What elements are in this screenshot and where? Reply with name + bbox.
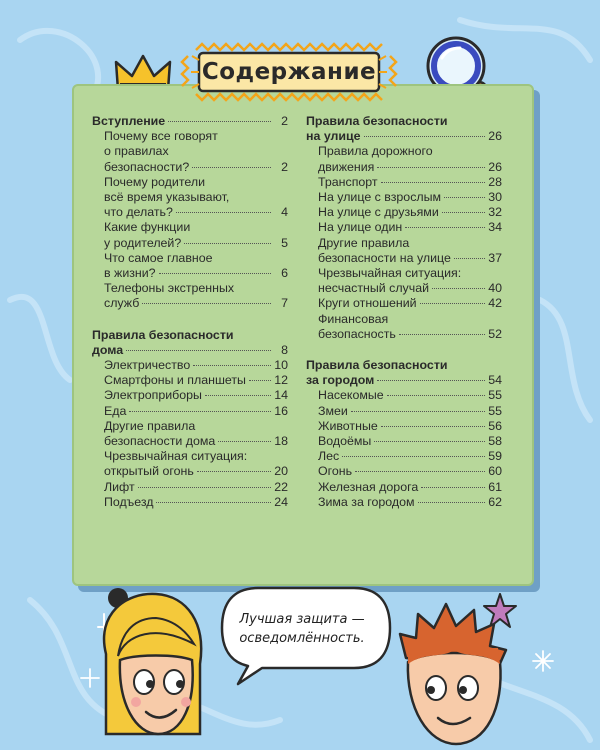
toc-entry-line	[104, 404, 288, 419]
toc-page-number: 42	[488, 296, 502, 311]
toc-entry-line	[104, 175, 288, 190]
toc-entry-line	[318, 480, 502, 495]
toc-entry-title: что делать?	[104, 205, 173, 220]
toc-page-number: 12	[274, 373, 288, 388]
toc-page-number: 55	[488, 403, 502, 418]
toc-entry[interactable]	[92, 373, 288, 388]
toc-entry-line	[318, 404, 502, 419]
toc-dot-leader	[142, 303, 271, 304]
toc-dot-leader	[138, 487, 271, 488]
toc-entry-title: открытый огонь	[104, 464, 194, 479]
toc-entry-title: Железная дорога	[318, 479, 419, 494]
toc-entry-line	[306, 129, 502, 144]
toc-entry-line	[92, 343, 288, 358]
toc-entry-line	[318, 190, 502, 205]
toc-dot-leader	[454, 258, 485, 259]
speech-bubble-line2: осведомлённость.	[239, 631, 365, 646]
toc-dot-leader	[421, 487, 485, 488]
toc-page-number: 28	[488, 174, 502, 189]
toc-entry-title: На улице один	[318, 220, 403, 235]
toc-right-column	[306, 114, 502, 510]
toc-entry-title: безопасности на улице	[318, 250, 451, 265]
toc-entry-line	[318, 236, 502, 251]
toc-page-number: 10	[274, 358, 288, 373]
toc-entry[interactable]	[92, 495, 288, 510]
toc-entry-line	[104, 434, 288, 449]
toc-entry-line	[104, 190, 288, 205]
toc-entry[interactable]	[306, 296, 502, 311]
toc-entry-line	[104, 144, 288, 159]
toc-page-number: 16	[274, 403, 288, 418]
toc-entry-title: Электричество	[104, 358, 191, 373]
toc-entry-title: у родителей?	[104, 235, 182, 250]
toc-entry-title: безопасность	[318, 326, 396, 341]
toc-page-number: 26	[488, 129, 502, 144]
toc-entry-title: безопасности?	[104, 159, 190, 174]
toc-entry[interactable]	[306, 220, 502, 235]
toc-page-number: 6	[281, 266, 288, 281]
toc-entry-line	[104, 129, 288, 144]
toc-page-number: 7	[281, 296, 288, 311]
toc-entry-line	[104, 251, 288, 266]
toc-entry-line	[318, 434, 502, 449]
toc-entry-line	[318, 251, 502, 266]
toc-entry-title: Транспорт	[318, 174, 378, 189]
toc-entry[interactable]	[92, 281, 288, 311]
toc-section-entry[interactable]	[92, 328, 288, 358]
toc-entry-title: Подъезд	[104, 494, 154, 509]
toc-entry[interactable]	[306, 480, 502, 495]
toc-entry-title: На улице с друзьями	[318, 205, 439, 220]
sparkle-icon	[532, 650, 554, 672]
toc-entry[interactable]	[306, 312, 502, 342]
toc-page-number: 2	[281, 159, 288, 174]
toc-dot-leader	[126, 350, 271, 351]
toc-entry-title: Животные	[318, 418, 378, 433]
toc-entry-title: Другие правила	[318, 235, 410, 250]
toc-page-number: 60	[488, 464, 502, 479]
toc-dot-leader	[387, 395, 485, 396]
toc-entry-line	[306, 114, 502, 129]
toc-entry[interactable]	[306, 266, 502, 296]
toc-entry-line	[104, 495, 288, 510]
toc-entry-title: служб	[104, 296, 140, 311]
toc-page-number: 18	[274, 434, 288, 449]
toc-entry-line	[104, 220, 288, 235]
toc-entry-line	[318, 160, 502, 175]
toc-entry-title: Почему родители	[104, 174, 205, 189]
toc-entry-title: всё время указывают,	[104, 190, 230, 205]
toc-left-column	[92, 114, 288, 510]
toc-entry[interactable]	[306, 190, 502, 205]
toc-entry-title: дома	[92, 342, 124, 357]
toc-page-number: 2	[281, 114, 288, 128]
toc-entry[interactable]	[306, 175, 502, 190]
toc-entry-title: Водоёмы	[318, 434, 372, 449]
toc-page-number: 20	[274, 464, 288, 479]
toc-entry-line	[306, 358, 502, 373]
toc-entry-title: На улице с взрослым	[318, 190, 442, 205]
toc-entry-title: Правила безопасности	[306, 358, 448, 373]
toc-entry-line	[92, 328, 288, 343]
toc-entry[interactable]	[306, 388, 502, 403]
toc-page-number: 61	[488, 479, 502, 494]
toc-page-number: 52	[488, 326, 502, 341]
toc-entry-title: Лес	[318, 449, 340, 464]
toc-dot-leader	[374, 441, 485, 442]
toc-page-number: 4	[281, 205, 288, 220]
toc-section-entry[interactable]	[306, 358, 502, 388]
toc-entry[interactable]	[92, 449, 288, 479]
toc-page-number: 55	[488, 388, 502, 403]
toc-page-number: 40	[488, 281, 502, 296]
toc-dot-leader	[444, 197, 485, 198]
toc-dot-leader	[351, 411, 485, 412]
toc-entry-line	[104, 480, 288, 495]
toc-entry-line	[318, 281, 502, 296]
toc-entry-line	[318, 144, 502, 159]
toc-dot-leader	[355, 471, 485, 472]
toc-dot-leader	[432, 288, 485, 289]
toc-entry[interactable]	[92, 220, 288, 250]
toc-entry-line	[318, 175, 502, 190]
toc-entry-title: Почему все говорят	[104, 129, 218, 144]
toc-dot-leader	[418, 502, 485, 503]
toc-page-number: 22	[274, 479, 288, 494]
toc-entry-line	[92, 114, 288, 129]
toc-dot-leader	[129, 411, 271, 412]
toc-dot-leader	[381, 426, 485, 427]
toc-entry-title: на улице	[306, 129, 361, 144]
toc-entry-title: Чрезвычайная ситуация:	[104, 449, 248, 464]
toc-entry-line	[318, 266, 502, 281]
toc-entry-line	[318, 449, 502, 464]
toc-entry-title: Телефоны экстренных	[104, 281, 235, 296]
toc-page-number: 14	[274, 388, 288, 403]
toc-entry-line	[104, 236, 288, 251]
toc-dot-leader	[442, 212, 485, 213]
toc-page-number: 32	[488, 205, 502, 220]
toc-entry-line	[318, 464, 502, 479]
toc-entry[interactable]	[92, 251, 288, 281]
toc-entry[interactable]	[306, 449, 502, 464]
toc-entry-title: Правила безопасности	[92, 327, 234, 342]
toc-entry-title: Смартфоны и планшеты	[104, 373, 246, 388]
toc-dot-leader	[342, 456, 485, 457]
toc-dot-leader	[156, 502, 271, 503]
toc-entry[interactable]	[306, 236, 502, 266]
toc-entry[interactable]	[306, 205, 502, 220]
toc-dot-leader	[364, 136, 485, 137]
toc-dot-leader	[218, 441, 271, 442]
toc-dot-leader	[168, 121, 271, 122]
toc-entry-line	[104, 205, 288, 220]
toc-page-number: 37	[488, 250, 502, 265]
toc-entry[interactable]	[92, 388, 288, 403]
toc-entry-title: движения	[318, 159, 375, 174]
toc-entry-line	[318, 220, 502, 235]
toc-dot-leader	[377, 380, 485, 381]
toc-entry[interactable]	[92, 175, 288, 221]
toc-entry-line	[318, 419, 502, 434]
toc-page-number: 58	[488, 434, 502, 449]
toc-dot-leader	[377, 167, 485, 168]
toc-entry[interactable]	[306, 404, 502, 419]
toc-entry[interactable]	[306, 495, 502, 510]
toc-entry-title: Змеи	[318, 403, 348, 418]
toc-entry-title: Еда	[104, 403, 127, 418]
toc-entry-line	[104, 358, 288, 373]
toc-entry-line	[306, 373, 502, 388]
toc-dot-leader	[192, 167, 271, 168]
toc-page-number: 8	[281, 342, 288, 357]
toc-entry-title: о правилах	[104, 144, 169, 159]
toc-page-number: 24	[274, 494, 288, 509]
toc-entry[interactable]	[92, 480, 288, 495]
toc-entry-title: Какие функции	[104, 220, 191, 235]
toc-entry-title: Правила дорожного	[318, 144, 433, 159]
toc-entry-line	[104, 373, 288, 388]
toc-entry-line	[104, 464, 288, 479]
boy-character-illustration	[394, 598, 512, 750]
toc-entry[interactable]	[306, 464, 502, 479]
toc-entry-title: Финансовая	[318, 311, 389, 326]
toc-entry[interactable]	[306, 434, 502, 449]
toc-dot-leader	[399, 334, 485, 335]
toc-entry[interactable]	[92, 419, 288, 449]
girl-character-illustration	[96, 584, 208, 750]
toc-dot-leader	[420, 303, 485, 304]
toc-entry-line	[104, 296, 288, 311]
toc-page-number: 34	[488, 220, 502, 235]
toc-entry-title: Насекомые	[318, 388, 384, 403]
toc-page-number: 56	[488, 418, 502, 433]
toc-page-number: 5	[281, 235, 288, 250]
toc-dot-leader	[249, 380, 271, 381]
toc-entry[interactable]	[92, 129, 288, 175]
toc-entry-line	[104, 449, 288, 464]
toc-entry-title: Что самое главное	[104, 250, 213, 265]
toc-entry[interactable]	[92, 404, 288, 419]
toc-entry-title: безопасности дома	[104, 434, 216, 449]
toc-entry-line	[104, 160, 288, 175]
toc-entry-title: Другие правила	[104, 418, 196, 433]
toc-entry-title: в жизни?	[104, 266, 156, 281]
toc-entry-line	[104, 388, 288, 403]
toc-entry-title: Электроприборы	[104, 388, 202, 403]
toc-dot-leader	[159, 273, 271, 274]
toc-entry-line	[318, 296, 502, 311]
toc-entry-title: Лифт	[104, 479, 135, 494]
toc-entry-title: Огонь	[318, 464, 353, 479]
section-spacer	[92, 312, 288, 328]
toc-entry-line	[318, 388, 502, 403]
toc-entry[interactable]	[306, 144, 502, 174]
toc-section-entry[interactable]	[92, 114, 288, 129]
toc-entry-line	[318, 205, 502, 220]
toc-entry-title: Зима за городом	[318, 494, 415, 509]
toc-dot-leader	[205, 395, 271, 396]
toc-entry-line	[318, 312, 502, 327]
toc-entry-line	[104, 266, 288, 281]
toc-dot-leader	[197, 471, 271, 472]
toc-entry-line	[104, 419, 288, 434]
toc-entry[interactable]	[306, 419, 502, 434]
speech-bubble-text	[232, 610, 372, 648]
page-title: Содержание	[201, 59, 377, 85]
toc-dot-leader	[184, 243, 271, 244]
toc-dot-leader	[176, 212, 271, 213]
toc-page-number: 59	[488, 449, 502, 464]
toc-dot-leader	[381, 182, 485, 183]
toc-entry-title: Круги отношений	[318, 296, 417, 311]
toc-entry-title: несчастный случай	[318, 281, 430, 296]
toc-dot-leader	[405, 227, 485, 228]
speech-bubble-line1: Лучшая защита —	[239, 612, 365, 627]
toc-page-number: 62	[488, 494, 502, 509]
toc-page-number: 30	[488, 190, 502, 205]
toc-page-number: 54	[488, 373, 502, 388]
toc-entry-title: за городом	[306, 373, 375, 388]
toc-entry-title: Чрезвычайная ситуация:	[318, 266, 462, 281]
toc-entry-line	[318, 495, 502, 510]
toc-entry-line	[318, 327, 502, 342]
toc-page-number: 26	[488, 159, 502, 174]
section-spacer	[306, 342, 502, 358]
toc-section-entry[interactable]	[306, 114, 502, 144]
toc-entry[interactable]	[92, 358, 288, 373]
toc-entry-title: Правила безопасности	[306, 114, 448, 128]
toc-entry-line	[104, 281, 288, 296]
toc-dot-leader	[193, 365, 271, 366]
toc-entry-title: Вступление	[92, 114, 166, 128]
